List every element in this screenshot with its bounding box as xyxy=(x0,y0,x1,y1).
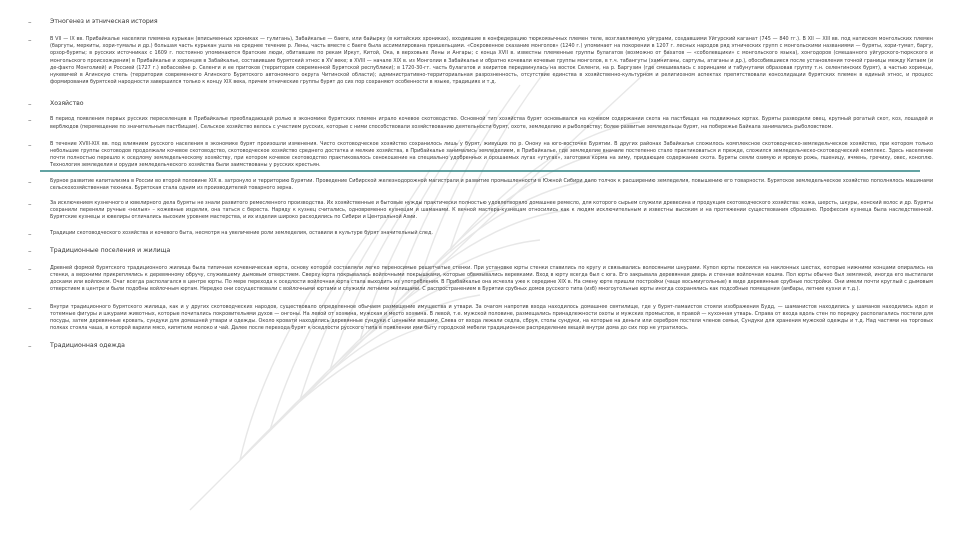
bullet-marker: – xyxy=(28,36,32,44)
paragraph-text: Бурное развитие капитализма в России во второй половине XIX в. затронуло и территорию Бурятии. Проведение Сибирской железнодорожной магистрали и развитие промышленности в Южной Сибири дало толчок к расширению земледелия, повышению его товарности. Бурятское земледельческое хозяйство пополнялось машинами сельскохозяйственная техника. Бурятская стала одним из производителей товарного зерна. xyxy=(50,177,933,191)
paragraph-text: Традиции скотоводческого хозяйства и кочевого быта, несмотря на увеличение роли земледелия, оставили в культуре бурят значительный след. xyxy=(50,229,433,236)
paragraph xyxy=(28,265,933,294)
bullet-marker: – xyxy=(28,18,32,26)
section-heading xyxy=(28,18,933,26)
bullet-marker: – xyxy=(28,200,32,209)
section-heading xyxy=(28,100,933,108)
paragraph xyxy=(28,304,933,333)
bullet-marker: – xyxy=(28,229,32,238)
document-body xyxy=(28,18,933,350)
section-heading xyxy=(28,247,933,255)
bullet-marker: – xyxy=(28,342,32,351)
bullet-marker: – xyxy=(28,246,32,255)
paragraph-text: В период появления первых русских переселенцев в Прибайкалье преобладающей ролью в экономике бурятских племен играло кочевое скотоводство. Основной тип хозяйства бурят основывался на кочевом содержании скота на пастбищах на подвижных юртах. Буряты разводили овец, крупный рогатый скот, коз, лошадей и верблюдов (перемещение по значительным пастбищам). Сельское хозяйство велось с участием русских, которые с ними способствовали хозяйствованию деятельности бурят, охоте, земледелию и рыболовству; более развитые земледельцы бурят, на побережье Байкала занимались рыболовством. xyxy=(50,116,933,130)
paragraph-text: Внутри традиционного бурятского жилища, как и у других скотоводческих народов, существовало определенное обычаем размещение имущества и утвари. За очагом напротив входа находилось домашнее святилище, где у бурят-ламаистов стояли изображения Будд, — шаманистов находились у шаманов находились идол и тотемные фигуры и шкурами животных, которые почитались покровительями духов — онгоны. На левой от хозяина, мужская и место хозяина. В левой, т.е. мужской половине, размещались принадлежности охоты и мужских промыслов, в правой — кухонная утварь. Справа от входа вдоль стен по порядку располагались постели для посуды, затем деревянные кровать, сундуки для домашней утвари и одежды. Около кровати находились деревянные сундуки с ценными вещами. Слева от входа лежали седла, сбруя, столы сундуки, на которые на деньги или серебром постели членов семьи, Сундуки для хранения мужской одежды и т.д. Над частями на торговых полках стояла чаша, в которой варили мясо, кипятили молоко и чай. Далее после перехода бурят к оседлости русского типа в появлении ими быту городской мебели традиционное распределение вещей внутри дома до сих пор не утратилось. xyxy=(50,303,933,332)
bullet-marker: – xyxy=(28,100,32,109)
heading-text: Хозяйство xyxy=(50,100,84,108)
bullet-marker: – xyxy=(28,264,32,273)
bullet-marker: – xyxy=(28,116,32,125)
paragraph-text: Древней формой бурятского традиционного жилища была типичная кочевническая юрта, основу которой составляли легко переносимые решетчатые стенки. При установке юрты стенки ставились по кругу и связывались волосяными шнурами. Купол юрты покоился на наклонных шестах, которые нижними концами опирались на стенки, а верхними прикреплялись к деревянному обручу, служившему дымовым отверстием. Сверху юрта покрывалась войлочными покрышками, которые обвязывались веревками. Вход в юрту всегда был с юга. Его закрывала деревянная дверь и стенная войлочная кошма. Пол юрты обычно был земляной, иногда его выстилали досками или войлоком. Очаг всегда располагался в центре юрты. По мере перехода к оседлости войлочная юрта стала выходить из употребления. В Прибайкалье она исчезла уже к середине XIX в. На смену юрте пришли постройки (чаще восьмиугольные) в виде деревянные срубные постройки. Они имели почти круглый с дымовым отверстием в центре и были подобны войлочным юртам. Нередко они сосуществовали с войлочными юртами и служили летними жилищами. С распространением в Бурятии срубных домов русского типа (изб) многоугольные юрты иногда сохранялись как подсобные помещения (амбары, летние кухни и т.д.). xyxy=(50,264,933,293)
paragraph-text: В течение XVIII-XIX вв. под влиянием русского населения в экономике бурят произошли изменения. Чисто скотоводческое хозяйство сохранилось лишь у бурят, живущих по р. Онону на юго-восточке Бурятии. В других районах Забайкалья сложилось комплексное скотоводческо-земледельческое хозяйство, при котором только небольшие группы скотоводов продолжали кочевое скотоводство, скотоводческое хозяйство среднего достатка и мелкие хозяйства, в Прибайкалье занимались земледелием, в Прибайкалье, где земледелие вначале постепенно стало практиковаться и прежде, сложился земледельческо-скотоводческий комплекс. Здесь население почти полностью перешло к оседлому земледельческому хозяйству, при котором кочевое скотоводство практиковалось сенокошение на специально удобренных и орошаемых лугах «утугах», заготовка корма на зиму, придающие содержание скота. Буряты сеяли озимую и яровую рожь, пшеницу, ячмень, гречиху, овес, коноплю. Технология земледелия и орудия земледельческого хозяйства были заимствованы у русских крестьян. xyxy=(50,140,933,169)
paragraph-text: За исключением кузнечного и ювелирного дела буряты не знали развитого ремесленного производства. Их хозяйственные и бытовые нужды практически полностью удовлетворяло домашнее ремесло, для которого сырьем служили древесина и продукция скотоводческого хозяйства: кожа, шерсть, шкуры, конский волос и др. Буряты сохранили переняли ручные «нилыя» – кожевные изделия, она таться с береста. Наряду к кузнец считались, одновременно кузнецам и шаманами. К вечной мастера-кузнецам относились как к людям исключительным и известны высоким и на протяжении существования сброшено. Профессия кузнеца была наследственной. Бурятские кузнецы и ювелиры отличались высоким уровнем мастерства, и их изделия широко расходились по Сибири и Центральной Азии. xyxy=(50,200,933,221)
paragraph xyxy=(28,200,933,222)
paragraph-text: В VII — IX вв. Прибайкалье населяли племена курыкан (вписьменных хрониках — гулигань), Забайкалье — баеге, или байырку (в китайских хрониках), входившие в конфедерацию тюркоязычных племен теле, возглавляемую уйгурами, создавшими Уйгурский каганат (745 — 840 гг.). В XII — XIII вв. под натиском монгольских племен (баргуты, меркиты, хори-тумалы и др.) большая часть курыкан ушла на среднее течение р. Лены, часть вместе с баеге была ассимилирована пришельцами. «Сокровенное сказание монголов» (1240 г.) упоминает на покорении в 1207 г. лесных народов ряд этнических групп с монгольскими названиями — буряты, хори-тумат, баргу, орзор-буряты; в русских источниках с 1609 г. постоянно упоминаются братские люди, обитавшие по рекам Иркут, Китой, Ока, в верховьях Лены и Ангары; с конца XVII в. известны племенные группы булагатов (возможно от бахатов — «соболевщики» с монгольского языка), хонгодоров (смешанного уйгурского-тюркского и монгольского происхождения) в Прибайкалье и хоринцев в Забайкалье, составившие бурятский этнос в XV веке; в XVIII — начале XIX в. из Монголии в Забайкалье и обратно кочевали кочевые группы монголов, в т.ч. табангуты (хамниганы, сартулы, атаганы и др.), обособившиеся после установления точной границы между Китаем (и де-факто Монголией) и Россией (1727 г.) вобассейне р. Селенги и ее притоков (территория современной Бурятской республики); в 1720-30-гг. часть булагатов и эхиритов передвинулась на восток Селенги, на р. Баргузин (где смешивалась с хоринцами и табунутами образовав группу т.н. селенгинских бурят), а частью хоринцы, нукевичей в Агинскую степь (территория современного Агинского Бурятского автономного округа Читинской области); административно-территориальная разрозненность, отсутствие единства в хозяйственно-культурном и религиозном аспектах препятствовали консолидации бурятских племен в единый этнос, и процесс формирования бурятской народности завершился только к концу XIX века, причем этнические группы бурят до сих пор сохраняют особенности в языке, традициях и т.д. xyxy=(50,36,933,86)
heading-text: Этногенез и этническая история xyxy=(50,18,158,25)
paragraph xyxy=(28,178,933,192)
bullet-marker: – xyxy=(28,303,32,312)
paragraph xyxy=(28,116,933,130)
bullet-marker: – xyxy=(28,177,32,186)
paragraph xyxy=(28,230,933,237)
heading-text: Традиционная одежда xyxy=(50,342,125,350)
section-heading xyxy=(28,342,933,350)
paragraph xyxy=(28,141,933,170)
heading-text: Традиционные поселения и жилища xyxy=(50,246,171,254)
bullet-marker: – xyxy=(28,140,32,149)
paragraph xyxy=(28,36,933,86)
